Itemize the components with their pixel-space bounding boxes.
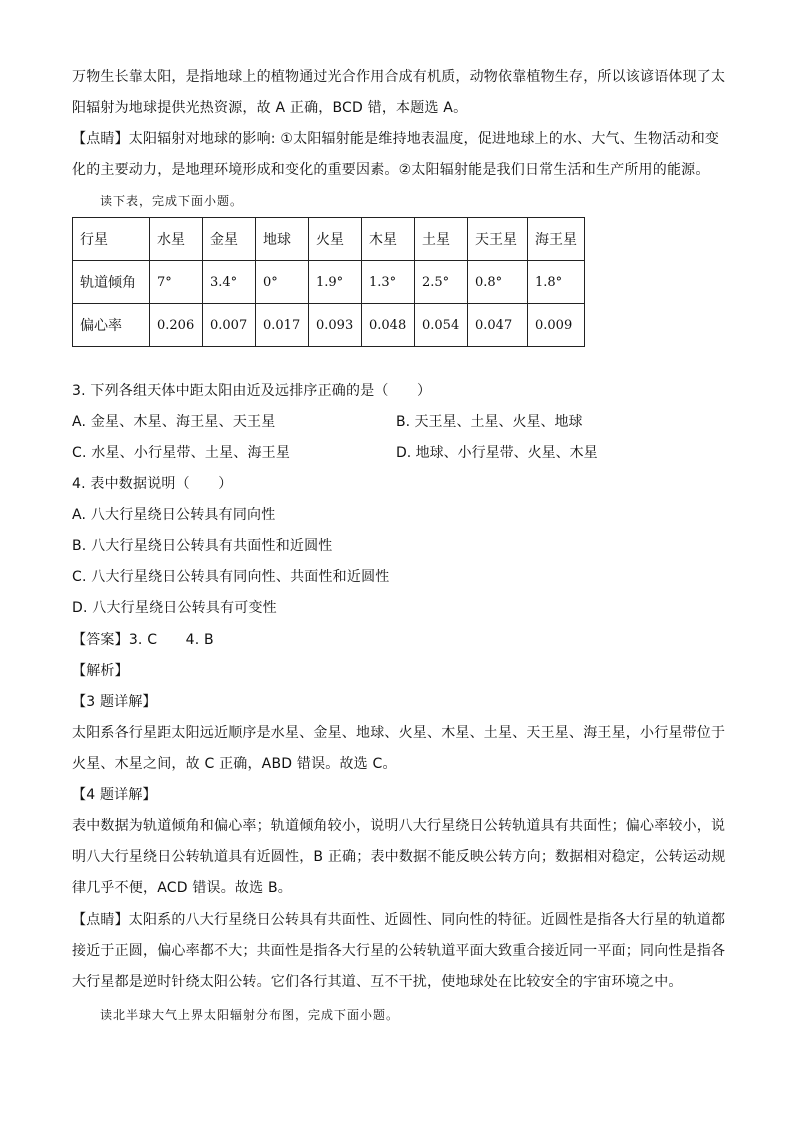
table-cell: 7°: [150, 261, 203, 304]
option-a: A. 金星、木星、海王星、天王星: [72, 414, 276, 430]
paragraph-line: 明八大行星绕日公转轨道具有近圆性，B 正确；表中数据不能反映公转方向；数据相对稳定，公转运动规: [72, 849, 726, 865]
next-section-intro: 读北半球大气上界太阳辐射分布图，完成下面小题。: [100, 1008, 400, 1022]
table-row: [73, 304, 585, 347]
paragraph-line: 太阳系各行星距太阳远近顺序是水星、金星、地球、火星、木星、土星、天王星、海王星，小行星带位于: [72, 725, 726, 741]
note-line: 化的主要动力，是地理环境形成和变化的重要因素。②太阳辐射能是我们日常生活和生产所用的能源。: [72, 162, 710, 178]
analysis-tag: 【解析】: [72, 663, 129, 679]
table-cell: 地球: [256, 218, 309, 261]
option-b: B. 八大行星绕日公转具有共面性和近圆性: [72, 538, 333, 554]
table-cell: 海王星: [528, 218, 585, 261]
option-c: C. 八大行星绕日公转具有同向性、共面性和近圆性: [72, 569, 390, 585]
table-cell: 金星: [203, 218, 256, 261]
question-stem: 3. 下列各组天体中距太阳由近及远排序正确的是（ ）: [72, 383, 432, 399]
q3-detail-title: 【3 题详解】: [72, 694, 157, 710]
table-cell: 1.8°: [528, 261, 585, 304]
question-stem: 4. 表中数据说明（ ）: [72, 476, 233, 492]
table-cell: 0.206: [150, 304, 203, 347]
q4-detail-title: 【4 题详解】: [72, 787, 157, 803]
note-line: 大行星都是逆时针绕太阳公转。它们各行其道、互不干扰，使地球处在比较安全的宇宙环境之中。: [72, 974, 683, 990]
table-header-row: [73, 218, 585, 261]
option-a: A. 八大行星绕日公转具有同向性: [72, 507, 276, 523]
note-line: 接近于正圆，偏心率都不大；共面性是指各大行星的公转轨道平面大致重合接近同一平面；同向性是指各: [72, 943, 726, 959]
option-d: D. 地球、小行星带、火星、木星: [396, 445, 598, 461]
answer-line: [72, 630, 722, 650]
paragraph-line: 表中数据为轨道倾角和偏心率；轨道倾角较小，说明八大行星绕日公转轨道具有共面性；偏心率较小，说: [72, 818, 726, 834]
option-b: B. 天王星、土星、火星、地球: [396, 414, 583, 430]
table-cell: 2.5°: [415, 261, 468, 304]
note-line: 【点睛】太阳系的八大行星绕日公转具有共面性、近圆性、同向性的特征。近圆性是指各大行星的轨道都: [72, 912, 726, 928]
paragraph-line: 阳辐射为地球提供光热资源，故 A 正确，BCD 错，本题选 A。: [72, 100, 468, 116]
table-cell: 0°: [256, 261, 309, 304]
table-cell: 木星: [362, 218, 415, 261]
table-intro: 读下表，完成下面小题。: [100, 194, 244, 208]
table-cell: 0.093: [309, 304, 362, 347]
table-cell: 0.8°: [468, 261, 528, 304]
paragraph-line: 火星、木星之间，故 C 正确，ABD 错误。故选 C。: [72, 756, 397, 772]
table-cell: 土星: [415, 218, 468, 261]
table-cell: 1.9°: [309, 261, 362, 304]
table-cell: 0.054: [415, 304, 468, 347]
table-cell: 0.017: [256, 304, 309, 347]
option-d: D. 八大行星绕日公转具有可变性: [72, 600, 277, 616]
option-c: C. 水星、小行星带、土星、海王星: [72, 445, 291, 461]
table-cell: 0.048: [362, 304, 415, 347]
table-cell: 天王星: [468, 218, 528, 261]
table-cell: 水星: [150, 218, 203, 261]
planet-table: [72, 217, 585, 347]
answer-text: 3. C 4. B: [128, 632, 214, 648]
paragraph-line: 律几乎不便，ACD 错误。故选 B。: [72, 880, 292, 896]
table-cell: 1.3°: [362, 261, 415, 304]
note-line: 【点睛】太阳辐射对地球的影响: ①太阳辐射能是维持地表温度，促进地球上的水、大气、生物活动和变: [72, 131, 720, 147]
table-cell: 火星: [309, 218, 362, 261]
table-cell: 0.007: [203, 304, 256, 347]
table-cell: 0.009: [528, 304, 585, 347]
table-row: [73, 261, 585, 304]
table-cell: 轨道倾角: [73, 261, 150, 304]
table-cell: 行星: [73, 218, 150, 261]
table-cell: 偏心率: [73, 304, 150, 347]
table-cell: 0.047: [468, 304, 528, 347]
answer-tag: 【答案】: [72, 632, 129, 648]
table-cell: 3.4°: [203, 261, 256, 304]
paragraph-line: 万物生长靠太阳，是指地球上的植物通过光合作用合成有机质，动物依靠植物生存，所以该谚语体现了太: [72, 69, 726, 85]
